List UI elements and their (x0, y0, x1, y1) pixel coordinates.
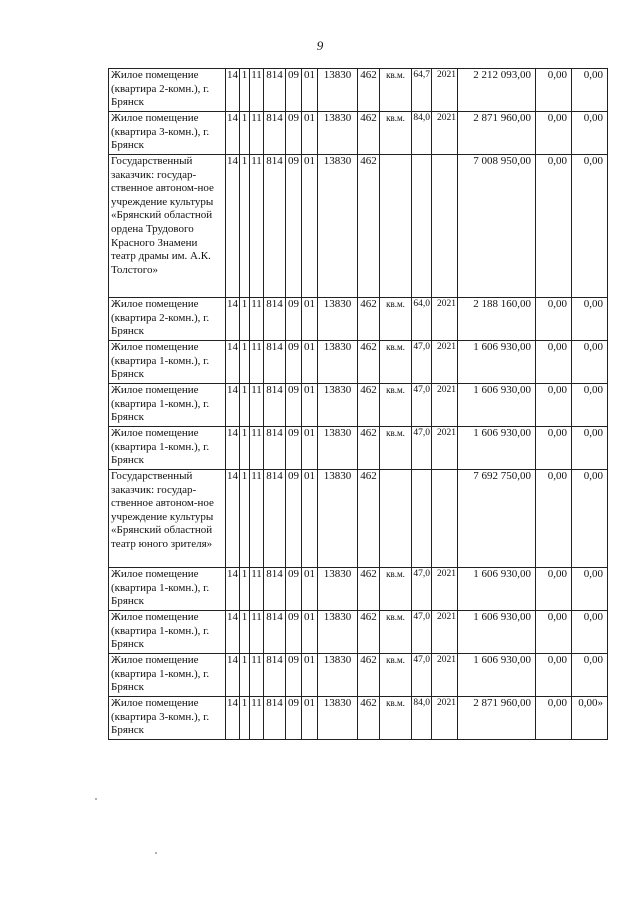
value-1-cell: 0,00 (536, 298, 572, 341)
code-cell: 09 (286, 568, 302, 611)
code-cell: 01 (302, 568, 318, 611)
year-cell: 2021 (432, 341, 458, 384)
year-cell: 2021 (432, 654, 458, 697)
amount-cell: 2 188 160,00 (458, 298, 536, 341)
row-name-cell: Государственный заказчик: государ-ственное автоном-ное учреждение культуры «Брянский областной театр юного зрителя» (109, 470, 226, 568)
code-cell: 1 (240, 697, 250, 740)
code-cell: 814 (264, 654, 286, 697)
code-cell: 462 (358, 568, 380, 611)
code-cell: 11 (250, 155, 264, 298)
area-cell: 47,0 (412, 341, 432, 384)
code-cell: 814 (264, 298, 286, 341)
code-cell: 01 (302, 112, 318, 155)
code-cell: 11 (250, 341, 264, 384)
table-row (109, 568, 608, 611)
code-cell: 01 (302, 470, 318, 568)
area-cell: 47,0 (412, 384, 432, 427)
code-cell: 01 (302, 341, 318, 384)
row-name-cell: Государственный заказчик: государ-ственное автоном-ное учреждение культуры «Брянский областной ордена Трудового Красного Знамени театр драмы им. А.К. Толстого» (109, 155, 226, 298)
value-1-cell: 0,00 (536, 112, 572, 155)
area-cell (412, 155, 432, 298)
code-cell: 14 (226, 69, 240, 112)
code-cell: 13830 (318, 568, 358, 611)
amount-cell: 2 871 960,00 (458, 112, 536, 155)
value-2-cell: 0,00 (572, 155, 608, 298)
amount-cell: 1 606 930,00 (458, 654, 536, 697)
value-1-cell: 0,00 (536, 427, 572, 470)
value-1-cell: 0,00 (536, 654, 572, 697)
row-name-cell: Жилое помещение (квартира 3-комн.), г. Брянск (109, 697, 226, 740)
code-cell: 462 (358, 654, 380, 697)
code-cell: 462 (358, 298, 380, 341)
code-cell: 13830 (318, 384, 358, 427)
code-cell: 13830 (318, 341, 358, 384)
code-cell: 09 (286, 384, 302, 427)
code-cell: 462 (358, 611, 380, 654)
unit-cell: кв.м. (380, 112, 412, 155)
code-cell: 01 (302, 611, 318, 654)
code-cell: 814 (264, 427, 286, 470)
row-name-cell: Жилое помещение (квартира 1-комн.), г. Брянск (109, 384, 226, 427)
area-cell: 64,0 (412, 298, 432, 341)
year-cell: 2021 (432, 568, 458, 611)
amount-cell: 1 606 930,00 (458, 341, 536, 384)
code-cell: 1 (240, 654, 250, 697)
code-cell: 13830 (318, 697, 358, 740)
unit-cell: кв.м. (380, 697, 412, 740)
value-2-cell: 0,00 (572, 69, 608, 112)
year-cell: 2021 (432, 298, 458, 341)
unit-cell: кв.м. (380, 298, 412, 341)
code-cell: 13830 (318, 654, 358, 697)
code-cell: 14 (226, 341, 240, 384)
value-2-cell: 0,00 (572, 611, 608, 654)
unit-cell: кв.м. (380, 568, 412, 611)
code-cell: 11 (250, 427, 264, 470)
area-cell: 84,0 (412, 697, 432, 740)
year-cell: 2021 (432, 69, 458, 112)
code-cell: 1 (240, 568, 250, 611)
code-cell: 11 (250, 697, 264, 740)
value-1-cell: 0,00 (536, 341, 572, 384)
year-cell: 2021 (432, 112, 458, 155)
table-row (109, 69, 608, 112)
code-cell: 09 (286, 611, 302, 654)
year-cell (432, 155, 458, 298)
unit-cell: кв.м. (380, 654, 412, 697)
code-cell: 462 (358, 69, 380, 112)
table-row (109, 341, 608, 384)
code-cell: 14 (226, 298, 240, 341)
code-cell: 462 (358, 470, 380, 568)
value-2-cell: 0,00 (572, 568, 608, 611)
code-cell: 11 (250, 611, 264, 654)
code-cell: 13830 (318, 611, 358, 654)
code-cell: 814 (264, 69, 286, 112)
year-cell: 2021 (432, 611, 458, 654)
code-cell: 814 (264, 341, 286, 384)
code-cell: 1 (240, 341, 250, 384)
code-cell: 13830 (318, 69, 358, 112)
row-name-cell: Жилое помещение (квартира 1-комн.), г. Брянск (109, 427, 226, 470)
code-cell: 11 (250, 384, 264, 427)
row-name-cell: Жилое помещение (квартира 2-комн.), г. Брянск (109, 69, 226, 112)
table-row (109, 470, 608, 568)
amount-cell: 2 212 093,00 (458, 69, 536, 112)
code-cell: 462 (358, 697, 380, 740)
row-name-cell: Жилое помещение (квартира 2-комн.), г. Брянск (109, 298, 226, 341)
table-row (109, 298, 608, 341)
code-cell: 13830 (318, 112, 358, 155)
value-1-cell: 0,00 (536, 568, 572, 611)
code-cell: 814 (264, 112, 286, 155)
code-cell: 01 (302, 298, 318, 341)
code-cell: 814 (264, 697, 286, 740)
year-cell: 2021 (432, 384, 458, 427)
value-1-cell: 0,00 (536, 697, 572, 740)
area-cell: 64,7 (412, 69, 432, 112)
table-row (109, 427, 608, 470)
code-cell: 1 (240, 69, 250, 112)
row-name-cell: Жилое помещение (квартира 1-комн.), г. Брянск (109, 654, 226, 697)
code-cell: 09 (286, 697, 302, 740)
code-cell: 814 (264, 470, 286, 568)
code-cell: 1 (240, 470, 250, 568)
code-cell: 11 (250, 470, 264, 568)
year-cell: 2021 (432, 697, 458, 740)
code-cell: 01 (302, 155, 318, 298)
table-body (109, 69, 608, 740)
row-name-cell: Жилое помещение (квартира 1-комн.), г. Брянск (109, 341, 226, 384)
code-cell: 09 (286, 341, 302, 384)
code-cell: 14 (226, 155, 240, 298)
unit-cell: кв.м. (380, 611, 412, 654)
value-2-cell: 0,00» (572, 697, 608, 740)
value-1-cell: 0,00 (536, 155, 572, 298)
amount-cell: 1 606 930,00 (458, 427, 536, 470)
page-number: 9 (316, 38, 324, 53)
table-row (109, 654, 608, 697)
code-cell: 14 (226, 470, 240, 568)
code-cell: 09 (286, 470, 302, 568)
code-cell: 13830 (318, 427, 358, 470)
amount-cell: 2 871 960,00 (458, 697, 536, 740)
value-1-cell: 0,00 (536, 611, 572, 654)
code-cell: 1 (240, 384, 250, 427)
amount-cell: 1 606 930,00 (458, 611, 536, 654)
area-cell: 47,0 (412, 568, 432, 611)
row-name-cell: Жилое помещение (квартира 1-комн.), г. Брянск (109, 568, 226, 611)
code-cell: 09 (286, 112, 302, 155)
unit-cell: кв.м. (380, 341, 412, 384)
code-cell: 14 (226, 568, 240, 611)
code-cell: 09 (286, 69, 302, 112)
area-cell (412, 470, 432, 568)
amount-cell: 1 606 930,00 (458, 384, 536, 427)
value-1-cell: 0,00 (536, 69, 572, 112)
code-cell: 11 (250, 112, 264, 155)
code-cell: 13830 (318, 298, 358, 341)
area-cell: 47,0 (412, 654, 432, 697)
table-row (109, 611, 608, 654)
value-2-cell: 0,00 (572, 427, 608, 470)
value-2-cell: 0,00 (572, 470, 608, 568)
unit-cell (380, 155, 412, 298)
code-cell: 1 (240, 155, 250, 298)
unit-cell: кв.м. (380, 384, 412, 427)
code-cell: 01 (302, 654, 318, 697)
code-cell: 1 (240, 611, 250, 654)
code-cell: 14 (226, 427, 240, 470)
row-name-cell: Жилое помещение (квартира 1-комн.), г. Брянск (109, 611, 226, 654)
value-2-cell: 0,00 (572, 112, 608, 155)
code-cell: 13830 (318, 470, 358, 568)
table-row (109, 697, 608, 740)
code-cell: 09 (286, 155, 302, 298)
area-cell: 47,0 (412, 611, 432, 654)
code-cell: 14 (226, 654, 240, 697)
code-cell: 462 (358, 427, 380, 470)
row-name-cell: Жилое помещение (квартира 3-комн.), г. Брянск (109, 112, 226, 155)
value-2-cell: 0,00 (572, 654, 608, 697)
amount-cell: 1 606 930,00 (458, 568, 536, 611)
code-cell: 09 (286, 298, 302, 341)
value-1-cell: 0,00 (536, 384, 572, 427)
code-cell: 09 (286, 654, 302, 697)
value-1-cell: 0,00 (536, 470, 572, 568)
code-cell: 09 (286, 427, 302, 470)
year-cell (432, 470, 458, 568)
code-cell: 814 (264, 155, 286, 298)
budget-table (108, 68, 608, 740)
table-row (109, 112, 608, 155)
code-cell: 462 (358, 112, 380, 155)
unit-cell (380, 470, 412, 568)
code-cell: 814 (264, 568, 286, 611)
code-cell: 814 (264, 611, 286, 654)
code-cell: 14 (226, 611, 240, 654)
code-cell: 01 (302, 697, 318, 740)
amount-cell: 7 692 750,00 (458, 470, 536, 568)
code-cell: 13830 (318, 155, 358, 298)
code-cell: 14 (226, 384, 240, 427)
code-cell: 462 (358, 341, 380, 384)
value-2-cell: 0,00 (572, 341, 608, 384)
scan-speck (155, 852, 157, 854)
code-cell: 814 (264, 384, 286, 427)
code-cell: 11 (250, 654, 264, 697)
code-cell: 1 (240, 298, 250, 341)
table-row (109, 384, 608, 427)
code-cell: 14 (226, 697, 240, 740)
unit-cell: кв.м. (380, 427, 412, 470)
area-cell: 47,0 (412, 427, 432, 470)
unit-cell: кв.м. (380, 69, 412, 112)
code-cell: 1 (240, 112, 250, 155)
amount-cell: 7 008 950,00 (458, 155, 536, 298)
code-cell: 01 (302, 384, 318, 427)
code-cell: 11 (250, 69, 264, 112)
area-cell: 84,0 (412, 112, 432, 155)
scan-speck (95, 798, 97, 800)
code-cell: 462 (358, 155, 380, 298)
code-cell: 11 (250, 298, 264, 341)
code-cell: 1 (240, 427, 250, 470)
code-cell: 11 (250, 568, 264, 611)
code-cell: 01 (302, 69, 318, 112)
code-cell: 462 (358, 384, 380, 427)
value-2-cell: 0,00 (572, 384, 608, 427)
table-row (109, 155, 608, 298)
year-cell: 2021 (432, 427, 458, 470)
code-cell: 14 (226, 112, 240, 155)
value-2-cell: 0,00 (572, 298, 608, 341)
code-cell: 01 (302, 427, 318, 470)
